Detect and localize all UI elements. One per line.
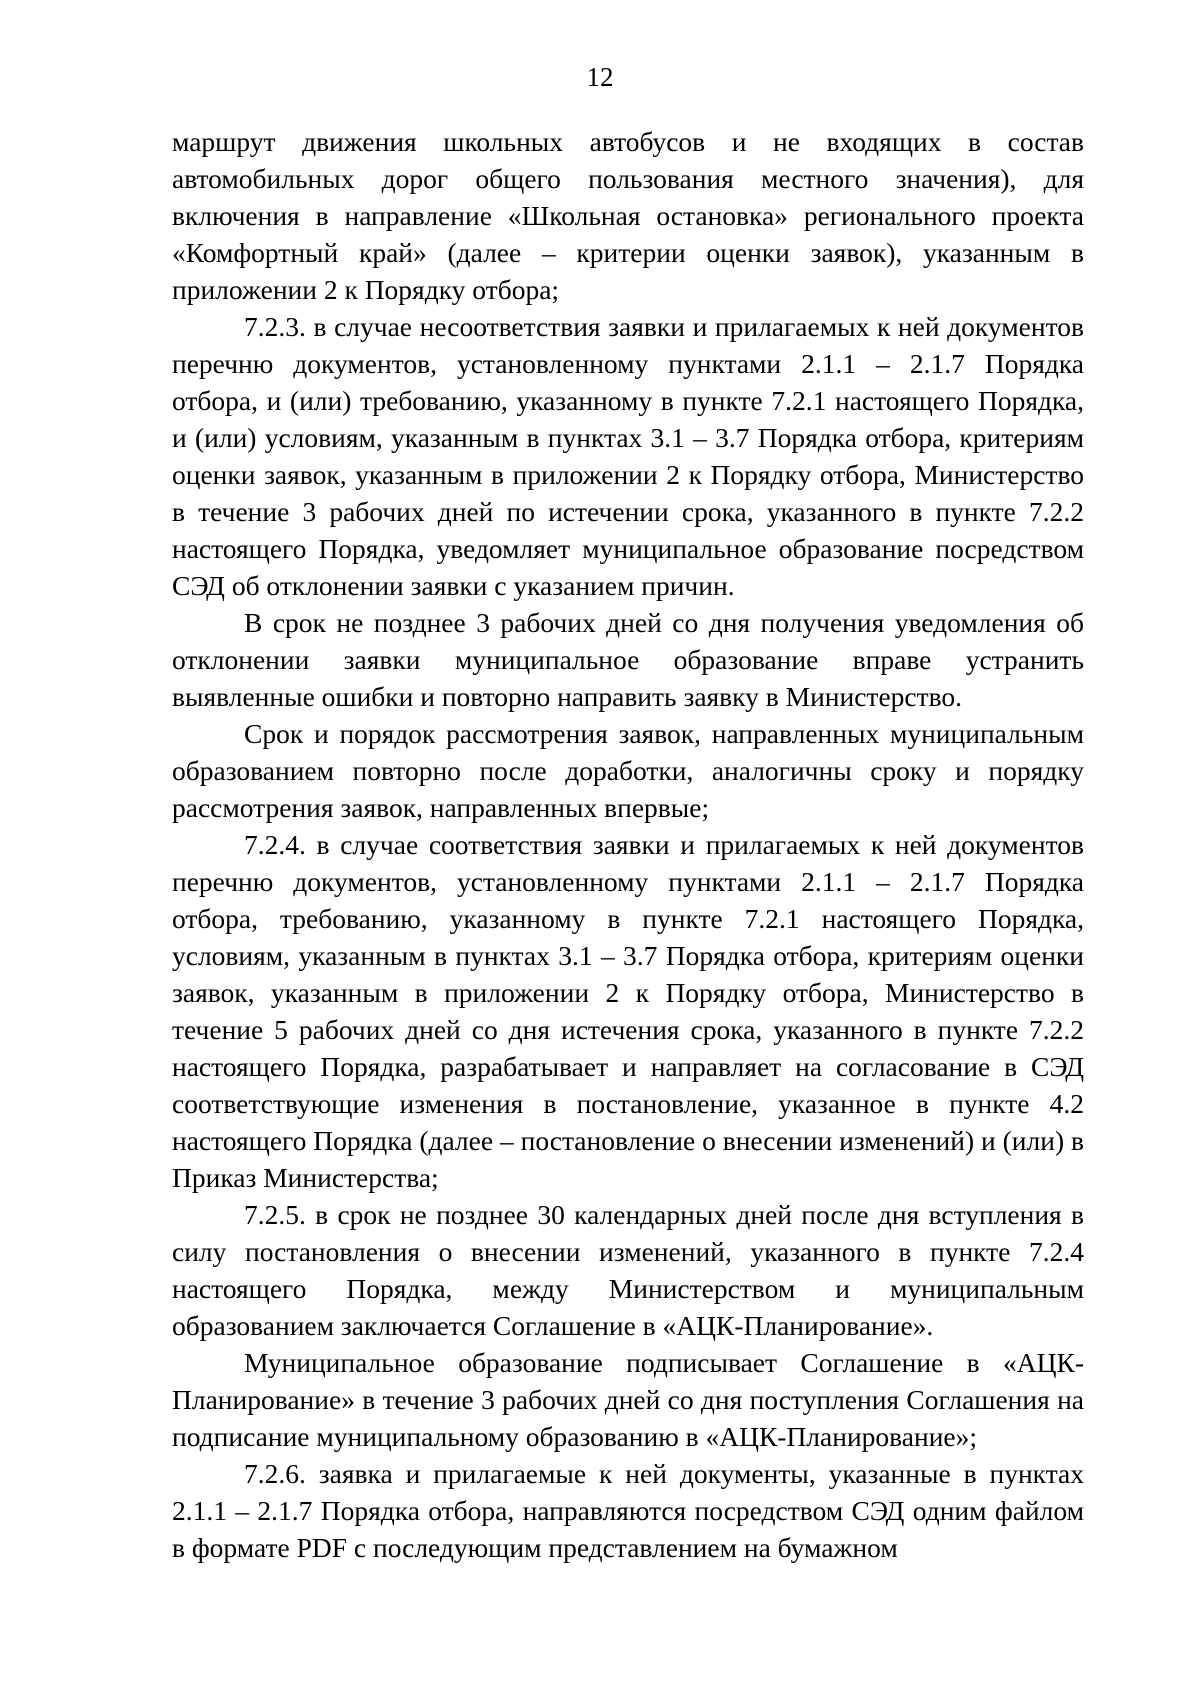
paragraph: 7.2.4. в случае соответствия заявки и прилагаемых к ней документов перечню документов, установленному пунктами 2.1.1 – 2.1.7 Порядка отбора, требованию, указанному в пункте 7.2.1 настоящего Порядка, условиям, указанным в пунктах 3.1 – 3.7 Порядка отбора, критериям оценки заявок, указанным в приложении 2 к Порядку отбора, Министерство в течение 5 рабочих дней со дня истечения срока, указанного в пункте 7.2.2 настоящего Порядка, разрабатывает и направляет на согласование в СЭД соответствующие изменения в постановление, указанное в пункте 4.2 настоящего Порядка (далее – постановление о внесении изменений) и (или) в Приказ Министерства; — [172, 829, 1084, 1193]
paragraph: 7.2.3. в случае несоответствия заявки и прилагаемых к ней документов перечню документов, установленному пунктами 2.1.1 – 2.1.7 Порядка отбора, и (или) требованию, указанному в пункте 7.2.1 настоящего Порядка, и (или) условиям, указанным в пунктах 3.1 – 3.7 Порядка отбора, критериям оценки заявок, указанным в приложении 2 к Порядку отбора, Министерство в течение 3 рабочих дней по истечении срока, указанного в пункте 7.2.2 настоящего Порядка, уведомляет муниципальное образование посредством СЭД об отклонении заявки с указанием причин. — [172, 311, 1084, 601]
paragraph: Срок и порядок рассмотрения заявок, направленных муниципальным образованием повторно после доработки, аналогичны сроку и порядку рассмотрения заявок, направленных впервые; — [172, 718, 1084, 823]
paragraph: 7.2.6. заявка и прилагаемые к ней документы, указанные в пунктах 2.1.1 – 2.1.7 Порядка отбора, направляются посредством СЭД одним файлом в формате PDF с последующим представлением на бумажном — [172, 1458, 1084, 1563]
page-number: 12 — [586, 62, 614, 92]
paragraph: Муниципальное образование подписывает Соглашение в «АЦК-Планирование» в течение 3 рабочих дней со дня поступления Соглашения на подписание муниципальному образованию в «АЦК-Планирование»; — [172, 1347, 1084, 1452]
document-body — [172, 123, 1084, 1566]
paragraph: В срок не позднее 3 рабочих дней со дня получения уведомления об отклонении заявки муниципальное образование вправе устранить выявленные ошибки и повторно направить заявку в Министерство. — [172, 607, 1084, 712]
paragraph: 7.2.5. в срок не позднее 30 календарных дней после дня вступления в силу постановления о внесении изменений, указанного в пункте 7.2.4 настоящего Порядка, между Министерством и муниципальным образованием заключается Соглашение в «АЦК-Планирование». — [172, 1199, 1084, 1341]
paragraph: маршрут движения школьных автобусов и не входящих в состав автомобильных дорог общего пользования местного значения), для включения в направление «Школьная остановка» регионального проекта «Комфортный край» (далее – критерии оценки заявок), указанным в приложении 2 к Порядку отбора; — [172, 126, 1084, 305]
